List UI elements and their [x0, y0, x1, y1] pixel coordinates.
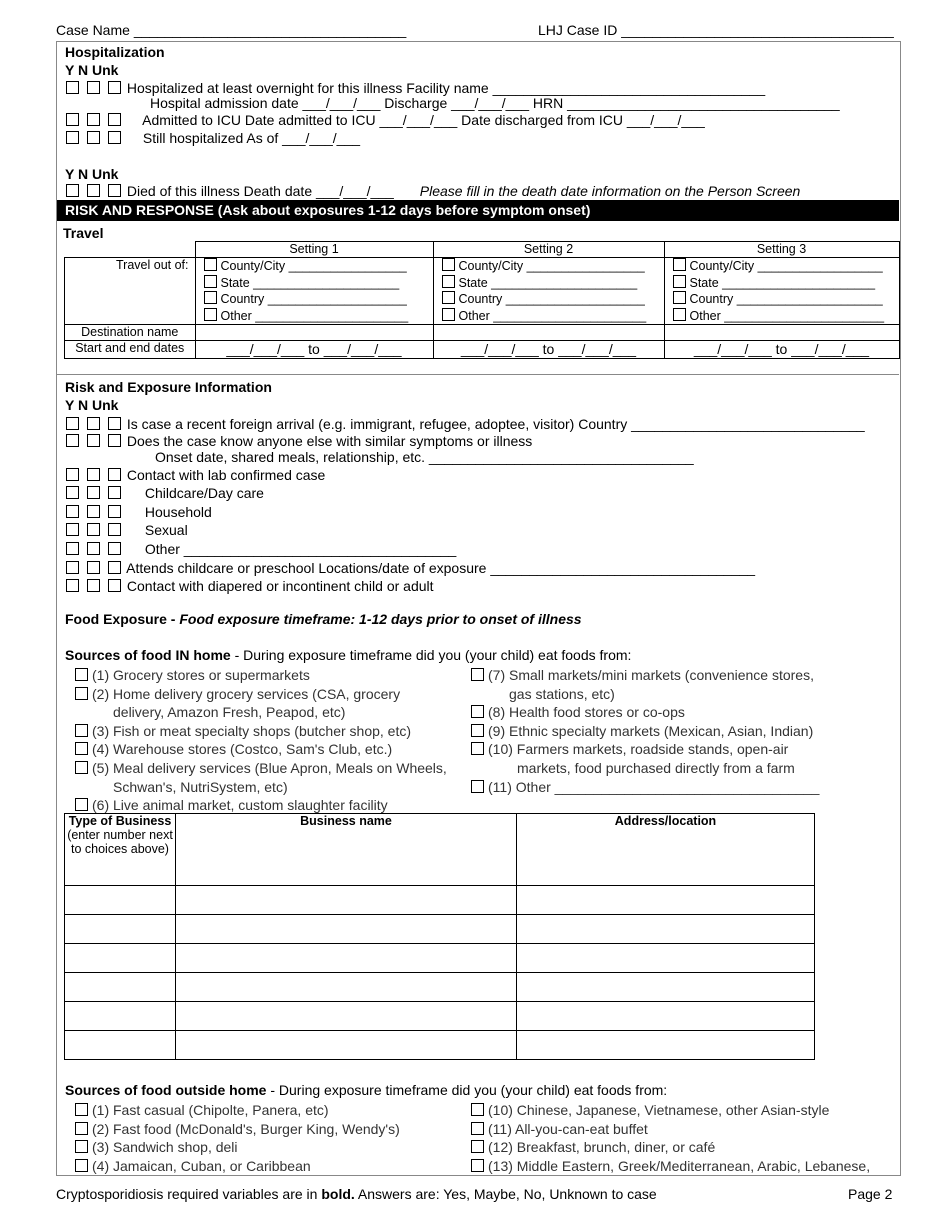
checkbox[interactable]	[75, 1103, 88, 1116]
checkbox-no[interactable]	[87, 542, 100, 555]
checkbox-unk[interactable]	[108, 523, 121, 536]
checkbox-yes[interactable]	[66, 468, 79, 481]
business-name-cell[interactable]	[176, 915, 517, 944]
checkbox[interactable]	[673, 275, 686, 288]
risk-response-bar: RISK AND RESPONSE (Ask about exposures 1-12 days before symptom onset)	[57, 200, 899, 221]
checkbox-no[interactable]	[87, 561, 100, 574]
food-option-5[interactable]: (5) Meal delivery services (Blue Apron, Meals on Wheels,	[75, 759, 447, 778]
travel-out-label: Travel out of:	[65, 258, 196, 325]
onset-label: Onset date, shared meals, relationship, etc. __________________________________	[155, 449, 694, 465]
setting-2-county[interactable]: County/City _________________	[442, 258, 658, 275]
setting-1-other[interactable]: Other ______________________	[204, 308, 427, 325]
checkbox-unk[interactable]	[108, 486, 121, 499]
checkbox[interactable]	[75, 761, 88, 774]
setting-1-header: Setting 1	[195, 242, 433, 258]
died-label: Died of this illness Death date ___/___/___	[126, 183, 394, 199]
hospitalization-title: Hospitalization	[65, 44, 165, 60]
checkbox-yes[interactable]	[66, 486, 79, 499]
business-name-cell[interactable]	[176, 944, 517, 973]
checkbox-yes[interactable]	[66, 184, 79, 197]
food-option-3[interactable]: (3) Fish or meat specialty shops (butcher shop, etc)	[75, 722, 447, 741]
know-anyone-label: Does the case know anyone else with similar symptoms or illness	[126, 433, 533, 449]
food-option-8[interactable]: (8) Health food stores or co-ops	[471, 703, 819, 722]
checkbox[interactable]	[75, 1159, 88, 1172]
business-name-cell[interactable]	[176, 973, 517, 1002]
household-row	[66, 504, 212, 520]
checkbox[interactable]	[442, 291, 455, 304]
checkbox[interactable]	[75, 742, 88, 755]
checkbox[interactable]	[471, 1140, 484, 1153]
checkbox[interactable]	[442, 275, 455, 288]
checkbox-unk[interactable]	[108, 417, 121, 430]
outside-option-11[interactable]: (11) All-you-can-eat buffet	[471, 1120, 870, 1139]
checkbox-yes[interactable]	[66, 434, 79, 447]
food-option-9[interactable]: (9) Ethnic specialty markets (Mexican, Asian, Indian)	[471, 722, 819, 741]
food-in-home-title: Sources of food IN home - During exposure timeframe did you (your child) eat foods from:	[65, 647, 632, 663]
checkbox-no[interactable]	[87, 417, 100, 430]
setting-3-other[interactable]: Other _______________________	[673, 308, 893, 325]
checkbox-unk[interactable]	[108, 131, 121, 144]
checkbox-unk[interactable]	[108, 561, 121, 574]
checkbox-unk[interactable]	[108, 113, 121, 126]
checkbox[interactable]	[204, 291, 217, 304]
business-name-cell[interactable]	[176, 886, 517, 915]
checkbox[interactable]	[75, 798, 88, 811]
setting-2-header: Setting 2	[433, 242, 664, 258]
checkbox[interactable]	[471, 1122, 484, 1135]
food-option-6[interactable]: (6) Live animal market, custom slaughter facility	[75, 796, 447, 815]
checkbox-no[interactable]	[87, 486, 100, 499]
lhj-case-id-line: ___________________________________	[621, 22, 894, 38]
outside-option-13[interactable]: (13) Middle Eastern, Greek/Mediterranean, Arabic, Lebanese,	[471, 1157, 870, 1176]
dates-2[interactable]: ___/___/___ to ___/___/___	[433, 341, 664, 359]
other-contact-label: Other ___________________________________	[144, 541, 457, 557]
checkbox-unk[interactable]	[108, 542, 121, 555]
food-outside-title: Sources of food outside home - During exposure timeframe did you (your child) eat foods from:	[65, 1082, 668, 1098]
outside-left-list	[75, 1101, 400, 1175]
business-type-cell[interactable]	[65, 915, 176, 944]
admission-label: Hospital admission date ___/___/___ Discharge ___/___/___ HRN ___________________________________	[150, 95, 840, 111]
icu-label: Admitted to ICU Date admitted to ICU ___/___/___ Date discharged from ICU ___/___/___	[142, 112, 705, 128]
household-label: Household	[144, 504, 212, 520]
checkbox[interactable]	[75, 1140, 88, 1153]
setting-3-state[interactable]: State ______________________	[673, 275, 893, 292]
page-number: Page 2	[848, 1186, 893, 1202]
checkbox-yes[interactable]	[66, 579, 79, 592]
footer-note: Cryptosporidiosis required variables are in bold. Answers are: Yes, Maybe, No, Unknown to case	[56, 1186, 657, 1202]
food-option-10-cont: markets, food purchased directly from a farm	[517, 759, 795, 776]
destination-1[interactable]	[195, 325, 433, 341]
setting-1-county[interactable]: County/City _________________	[204, 258, 427, 275]
checkbox-unk[interactable]	[108, 468, 121, 481]
setting-2-other[interactable]: Other ______________________	[442, 308, 658, 325]
food-option-11[interactable]: (11) Other __________________________________	[471, 778, 819, 797]
checkbox[interactable]	[471, 1159, 484, 1172]
checkbox-yes[interactable]	[66, 505, 79, 518]
checkbox[interactable]	[673, 291, 686, 304]
case-name-line: ___________________________________	[133, 22, 407, 38]
checkbox-no[interactable]	[87, 113, 100, 126]
checkbox[interactable]	[471, 705, 484, 718]
business-name-cell[interactable]	[176, 1002, 517, 1031]
outside-option-2[interactable]: (2) Fast food (McDonald's, Burger King, Wendy's)	[75, 1120, 400, 1139]
checkbox[interactable]	[204, 308, 217, 321]
checkbox[interactable]	[673, 258, 686, 271]
checkbox[interactable]	[75, 1122, 88, 1135]
setting-2-state[interactable]: State _____________________	[442, 275, 658, 292]
still-hospitalized-row	[66, 130, 360, 146]
icu-row	[66, 112, 705, 128]
checkbox[interactable]	[75, 724, 88, 737]
section-divider	[57, 374, 899, 375]
foreign-row	[66, 416, 865, 432]
checkbox-unk[interactable]	[108, 184, 121, 197]
travel-title: Travel	[63, 225, 104, 241]
business-address-cell[interactable]	[517, 973, 815, 1002]
outside-option-12[interactable]: (12) Breakfast, brunch, diner, or café	[471, 1138, 870, 1157]
food-option-5-cont: Schwan's, NutriSystem, etc)	[113, 778, 288, 795]
outside-option-3[interactable]: (3) Sandwich shop, deli	[75, 1138, 400, 1157]
food-option-4[interactable]: (4) Warehouse stores (Costco, Sam's Club, etc.)	[75, 740, 447, 759]
checkbox[interactable]	[471, 742, 484, 755]
checkbox-unk[interactable]	[108, 579, 121, 592]
destination-3[interactable]	[664, 325, 899, 341]
business-address-cell[interactable]	[517, 1002, 815, 1031]
attends-label: Attends childcare or preschool Locations/date of exposure __________________________________	[126, 560, 756, 576]
food-option-1[interactable]: (1) Grocery stores or supermarkets	[75, 666, 447, 685]
checkbox-unk[interactable]	[108, 505, 121, 518]
diapered-label: Contact with diapered or incontinent child or adult	[126, 578, 434, 594]
sexual-row	[66, 522, 188, 538]
business-type-cell[interactable]	[65, 886, 176, 915]
destination-label: Destination name	[65, 325, 196, 341]
checkbox[interactable]	[471, 668, 484, 681]
food-option-2[interactable]: (2) Home delivery grocery services (CSA, grocery	[75, 685, 447, 704]
destination-2[interactable]	[433, 325, 664, 341]
checkbox[interactable]	[204, 258, 217, 271]
address-header: Address/location	[517, 814, 815, 886]
lhj-case-id-field[interactable]	[538, 22, 894, 38]
food-option-2-cont: delivery, Amazon Fresh, Peapod, etc)	[113, 704, 346, 721]
childcare-row	[66, 485, 264, 501]
outside-option-4[interactable]: (4) Jamaican, Cuban, or Caribbean	[75, 1157, 400, 1176]
checkbox[interactable]	[204, 275, 217, 288]
checkbox[interactable]	[75, 687, 88, 700]
checkbox[interactable]	[471, 724, 484, 737]
checkbox[interactable]	[75, 668, 88, 681]
checkbox-yes[interactable]	[66, 81, 79, 94]
business-address-cell[interactable]	[517, 886, 815, 915]
lhj-case-id-label: LHJ Case ID	[538, 22, 618, 38]
ynu-header-2: Y N Unk	[65, 166, 119, 182]
setting-3-county[interactable]: County/City __________________	[673, 258, 893, 275]
food-option-10[interactable]: (10) Farmers markets, roadside stands, open-air	[471, 740, 819, 759]
case-name-field[interactable]	[56, 22, 406, 38]
travel-table	[64, 241, 900, 359]
checkbox-yes[interactable]	[66, 131, 79, 144]
diapered-row	[66, 578, 434, 594]
checkbox[interactable]	[471, 780, 484, 793]
checkbox-yes[interactable]	[66, 113, 79, 126]
died-row	[66, 183, 800, 199]
checkbox-yes[interactable]	[66, 523, 79, 536]
checkbox[interactable]	[442, 308, 455, 321]
risk-ynu-header: Y N Unk	[65, 397, 119, 413]
know-anyone-row	[66, 433, 532, 449]
checkbox[interactable]	[442, 258, 455, 271]
attends-row	[66, 560, 755, 576]
risk-title: Risk and Exposure Information	[65, 379, 272, 395]
checkbox-no[interactable]	[87, 184, 100, 197]
died-note: Please fill in the death date information on the Person Screen	[419, 183, 801, 199]
outside-right-list	[471, 1101, 870, 1175]
setting-3-header: Setting 3	[664, 242, 899, 258]
checkbox-unk[interactable]	[108, 434, 121, 447]
business-type-cell[interactable]	[65, 1002, 176, 1031]
checkbox-no[interactable]	[87, 505, 100, 518]
checkbox-yes[interactable]	[66, 542, 79, 555]
food-option-7-cont: gas stations, etc)	[509, 685, 615, 702]
checkbox-yes[interactable]	[66, 417, 79, 430]
food-option-7[interactable]: (7) Small markets/mini markets (convenience stores,	[471, 666, 819, 685]
ynu-header: Y N Unk	[65, 62, 119, 78]
business-address-cell[interactable]	[517, 944, 815, 973]
type-of-business-header: Type of Business (enter number next to choices above)	[65, 814, 176, 886]
in-home-right-list	[471, 666, 819, 796]
checkbox-unk[interactable]	[108, 81, 121, 94]
checkbox[interactable]	[471, 1103, 484, 1116]
business-type-cell[interactable]	[65, 1031, 176, 1060]
outside-option-1[interactable]: (1) Fast casual (Chipolte, Panera, etc)	[75, 1101, 400, 1120]
lab-label: Contact with lab confirmed case	[126, 467, 326, 483]
business-address-cell[interactable]	[517, 915, 815, 944]
business-type-cell[interactable]	[65, 973, 176, 1002]
checkbox-no[interactable]	[87, 579, 100, 592]
checkbox-no[interactable]	[87, 81, 100, 94]
business-table	[64, 813, 815, 1060]
checkbox-no[interactable]	[87, 131, 100, 144]
sexual-label: Sexual	[144, 522, 188, 538]
dates-3[interactable]: ___/___/___ to ___/___/___	[664, 341, 899, 359]
business-name-header: Business name	[176, 814, 517, 886]
food-exposure-title: Food Exposure - Food exposure timeframe: 1-12 days prior to onset of illness	[65, 611, 582, 627]
dates-label: Start and end dates	[65, 341, 196, 359]
checkbox-no[interactable]	[87, 468, 100, 481]
setting-1-state[interactable]: State _____________________	[204, 275, 427, 292]
still-hospitalized-label: Still hospitalized As of ___/___/___	[142, 130, 361, 146]
hospitalized-label: Hospitalized at least overnight for this illness Facility name ___________________________________	[126, 80, 766, 96]
other-contact-row	[66, 541, 456, 557]
business-type-cell[interactable]	[65, 944, 176, 973]
checkbox-yes[interactable]	[66, 561, 79, 574]
foreign-label: Is case a recent foreign arrival (e.g. immigrant, refugee, adoptee, visitor) Country ______________________________	[126, 416, 865, 432]
setting-1-country[interactable]: Country ____________________	[204, 291, 427, 308]
checkbox-no[interactable]	[87, 434, 100, 447]
dates-1[interactable]: ___/___/___ to ___/___/___	[195, 341, 433, 359]
checkbox-no[interactable]	[87, 523, 100, 536]
outside-option-10[interactable]: (10) Chinese, Japanese, Vietnamese, other Asian-style	[471, 1101, 870, 1120]
lab-row	[66, 467, 325, 483]
business-address-cell[interactable]	[517, 1031, 815, 1060]
hospitalized-row	[66, 80, 765, 96]
in-home-left-list	[75, 666, 447, 815]
childcare-label: Childcare/Day care	[144, 485, 264, 501]
business-name-cell[interactable]	[176, 1031, 517, 1060]
setting-3-country[interactable]: Country _____________________	[673, 291, 893, 308]
checkbox[interactable]	[673, 308, 686, 321]
case-name-label: Case Name	[56, 22, 130, 38]
setting-2-country[interactable]: Country ____________________	[442, 291, 658, 308]
